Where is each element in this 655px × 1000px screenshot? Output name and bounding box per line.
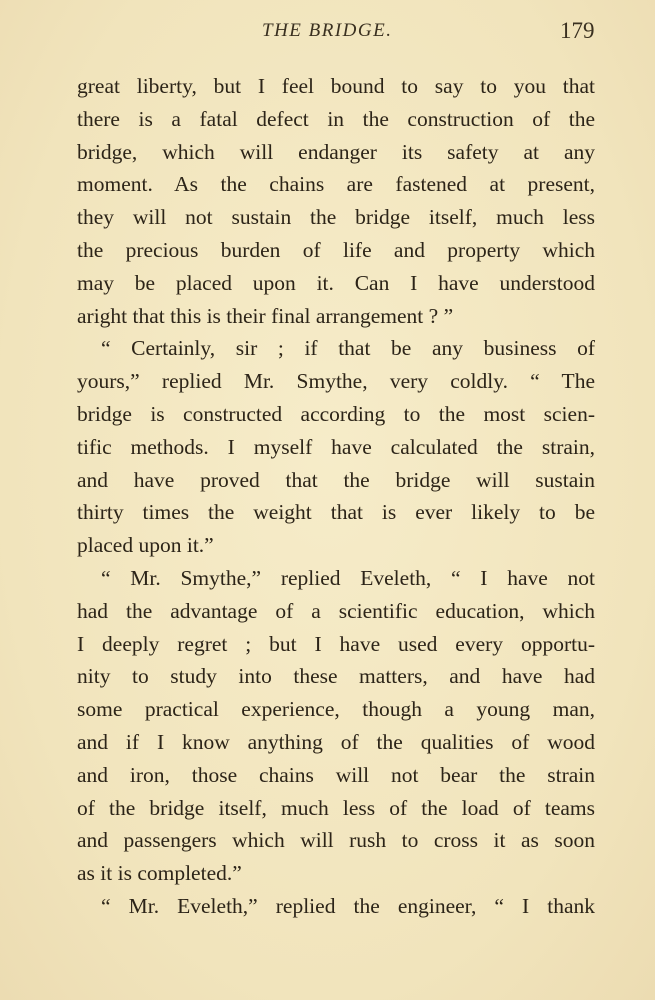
text-line: nity to study into these matters, and have had bbox=[77, 664, 595, 689]
text-line: may be placed upon it. Can I have understood bbox=[77, 270, 595, 295]
text-line: tific methods. I myself have calculated the strain, bbox=[77, 434, 595, 459]
running-title: THE BRIDGE. bbox=[262, 20, 393, 41]
text-line: and if I know anything of the qualities of wood bbox=[77, 729, 595, 754]
text-line: great liberty, but I feel bound to say to you that bbox=[77, 74, 595, 98]
text-line: and passengers which will rush to cross it as soon bbox=[77, 828, 595, 853]
text-line: bridge is constructed according to the most scien- bbox=[77, 401, 595, 426]
text-line: thirty times the weight that is ever likely to be bbox=[77, 500, 595, 525]
text-line: I deeply regret ; but I have used every opportu- bbox=[77, 631, 595, 656]
text-line: “ Mr. Eveleth,” replied the engineer, “ I thank bbox=[101, 893, 595, 918]
text-line: and have proved that the bridge will sustain bbox=[77, 467, 595, 492]
text-line: there is a fatal defect in the construction of the bbox=[77, 106, 595, 131]
text-line: they will not sustain the bridge itself, much less bbox=[77, 205, 595, 230]
text-line: placed upon it.” bbox=[77, 533, 214, 558]
text-line: and iron, those chains will not bear the strain bbox=[77, 762, 595, 787]
text-line: moment. As the chains are fastened at present, bbox=[77, 172, 595, 197]
text-line: as it is completed.” bbox=[77, 861, 242, 886]
running-head bbox=[0, 18, 655, 48]
text-line: yours,” replied Mr. Smythe, very coldly. “ The bbox=[77, 369, 595, 394]
text-line: had the advantage of a scientific education, which bbox=[77, 598, 595, 623]
text-line: “ Mr. Smythe,” replied Eveleth, “ I have not bbox=[101, 565, 595, 590]
text-line: bridge, which will endanger its safety at any bbox=[77, 139, 595, 164]
text-line: some practical experience, though a young man, bbox=[77, 697, 595, 722]
text-line: the precious burden of life and property which bbox=[77, 237, 595, 262]
text-line: aright that this is their final arrangement ? ” bbox=[77, 303, 454, 328]
page-number: 179 bbox=[560, 18, 595, 43]
text-line: “ Certainly, sir ; if that be any business of bbox=[101, 336, 595, 361]
text-line: of the bridge itself, much less of the load of teams bbox=[77, 795, 595, 820]
body-text bbox=[77, 70, 595, 923]
